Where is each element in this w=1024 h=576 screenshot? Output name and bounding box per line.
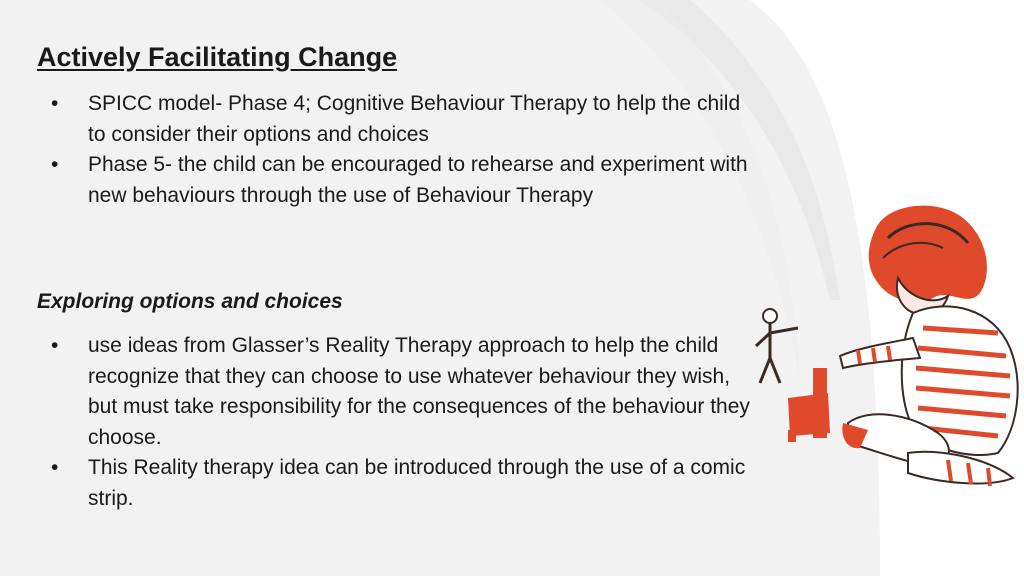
bullet-list-options (37, 331, 757, 514)
list-item-text: This Reality therapy idea can be introduced through the use of a comic strip. (88, 456, 746, 510)
bullet-icon: • (51, 456, 59, 479)
list-item (37, 89, 757, 150)
list-item-text: SPICC model- Phase 4; Cognitive Behaviour Therapy to help the child to consider their options and choices (88, 92, 741, 146)
bullet-icon: • (51, 334, 59, 357)
child-playing-with-toys-icon (748, 198, 1024, 498)
bullet-icon: • (51, 92, 59, 115)
list-item (37, 453, 757, 514)
slide-title: Actively Facilitating Change (37, 42, 398, 72)
list-item-text: Phase 5- the child can be encouraged to rehearse and experiment with new behaviours through the use of Behaviour Therapy (88, 153, 748, 207)
section-subheading: Exploring options and choices (37, 290, 343, 313)
bullet-icon: • (51, 153, 59, 176)
list-item (37, 150, 757, 211)
bullet-list-phases (37, 89, 757, 211)
list-item-text: use ideas from Glasser’s Reality Therapy approach to help the child recognize that they can choose to use whatever behaviour they wish, but must take responsibility for the consequences of the behaviour they choose. (88, 334, 750, 449)
list-item (37, 331, 757, 453)
